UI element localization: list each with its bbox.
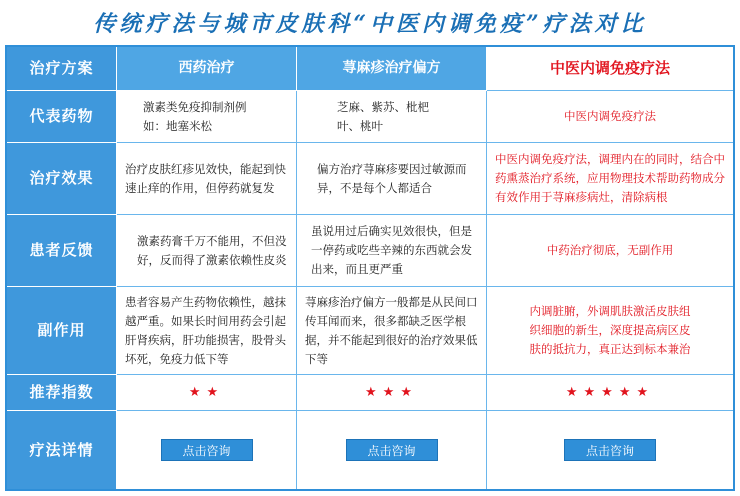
detail-tcm <box>487 411 733 489</box>
medicine-western <box>117 91 297 143</box>
page-title: 传统疗法与城市皮肤科“中医内调免疫”疗法对比 <box>93 10 647 37</box>
effect-tcm: 中医内调免疫疗法，调理内在的同时，结合中药熏蒸治疗系统，应用物理技术帮助药物成分有效作用于荨麻疹病灶，清除病根 <box>487 143 733 215</box>
medicine-folk-line1: 芝麻、紫苏、枇杷 <box>337 99 429 114</box>
feedback-folk: 虽说用过后确实见效很快，但是一停药或吃些辛辣的东西就会发出来，而且更严重 <box>297 215 487 287</box>
side-tcm: 内调脏腑，外调肌肤激活皮肤组织细胞的新生，深度提高病区皮肤的抵抗力，真正达到标本兼治 <box>487 287 733 375</box>
star-icon: ★ <box>583 385 602 400</box>
feedback-tcm: 中药治疗彻底，无副作用 <box>487 215 733 287</box>
medicine-western-line2: 如：地塞米松 <box>143 118 212 133</box>
comparison-table <box>5 45 735 491</box>
rating-tcm <box>487 375 733 411</box>
header-scheme: 治疗方案 <box>7 47 117 91</box>
rating-folk <box>297 375 487 411</box>
star-icon: ★ <box>636 385 655 400</box>
star-icon: ★ <box>400 385 418 400</box>
row-label-side-effect: 副作用 <box>7 287 117 375</box>
row-label-detail: 疗法详情 <box>7 411 117 489</box>
medicine-folk <box>297 91 487 143</box>
consult-button-folk[interactable]: 点击咨询 <box>346 439 438 461</box>
star-icon: ★ <box>565 385 584 400</box>
consult-button-tcm[interactable]: 点击咨询 <box>564 439 656 461</box>
consult-button-western[interactable]: 点击咨询 <box>161 439 253 461</box>
effect-folk: 偏方治疗荨麻疹要因过敏源而异，不是每个人都适合 <box>297 143 487 215</box>
feedback-western: 激素药膏千万不能用，不但没好，反而得了激素依赖性皮炎 <box>117 215 297 287</box>
side-folk: 荨麻疹治疗偏方一般都是从民间口传耳闻而来，很多都缺乏医学根据，并不能起到很好的治疗效果低下等 <box>297 287 487 375</box>
side-western: 患者容易产生药物依赖性，越抹越严重。如果长时间用药会引起肝肾疾病，肝功能损害，股骨头坏死，免疫力低下等 <box>117 287 297 375</box>
star-icon: ★ <box>618 385 637 400</box>
row-label-medicine: 代表药物 <box>7 91 117 143</box>
header-tcm-immune: 中医内调免疫疗法 <box>487 47 733 91</box>
detail-folk <box>297 411 487 489</box>
header-folk-remedy: 荨麻疹治疗偏方 <box>297 47 487 91</box>
medicine-folk-line2: 叶、桃叶 <box>337 118 383 133</box>
rating-western <box>117 375 297 411</box>
header-western-medicine: 西药治疗 <box>117 47 297 91</box>
star-icon: ★ <box>188 385 207 400</box>
medicine-western-line1: 激素类免疫抑制剂例 <box>143 99 247 114</box>
row-label-effect: 治疗效果 <box>7 143 117 215</box>
medicine-tcm: 中医内调免疫疗法 <box>487 91 733 143</box>
star-icon: ★ <box>206 385 225 400</box>
star-icon: ★ <box>601 385 619 400</box>
effect-western: 治疗皮肤红疹见效快，能起到快速止痒的作用，但停药就复发 <box>117 143 297 215</box>
star-icon: ★ <box>365 385 383 400</box>
row-label-feedback: 患者反馈 <box>7 215 117 287</box>
row-label-rating: 推荐指数 <box>7 375 117 411</box>
detail-western <box>117 411 297 489</box>
star-icon: ★ <box>382 385 401 400</box>
